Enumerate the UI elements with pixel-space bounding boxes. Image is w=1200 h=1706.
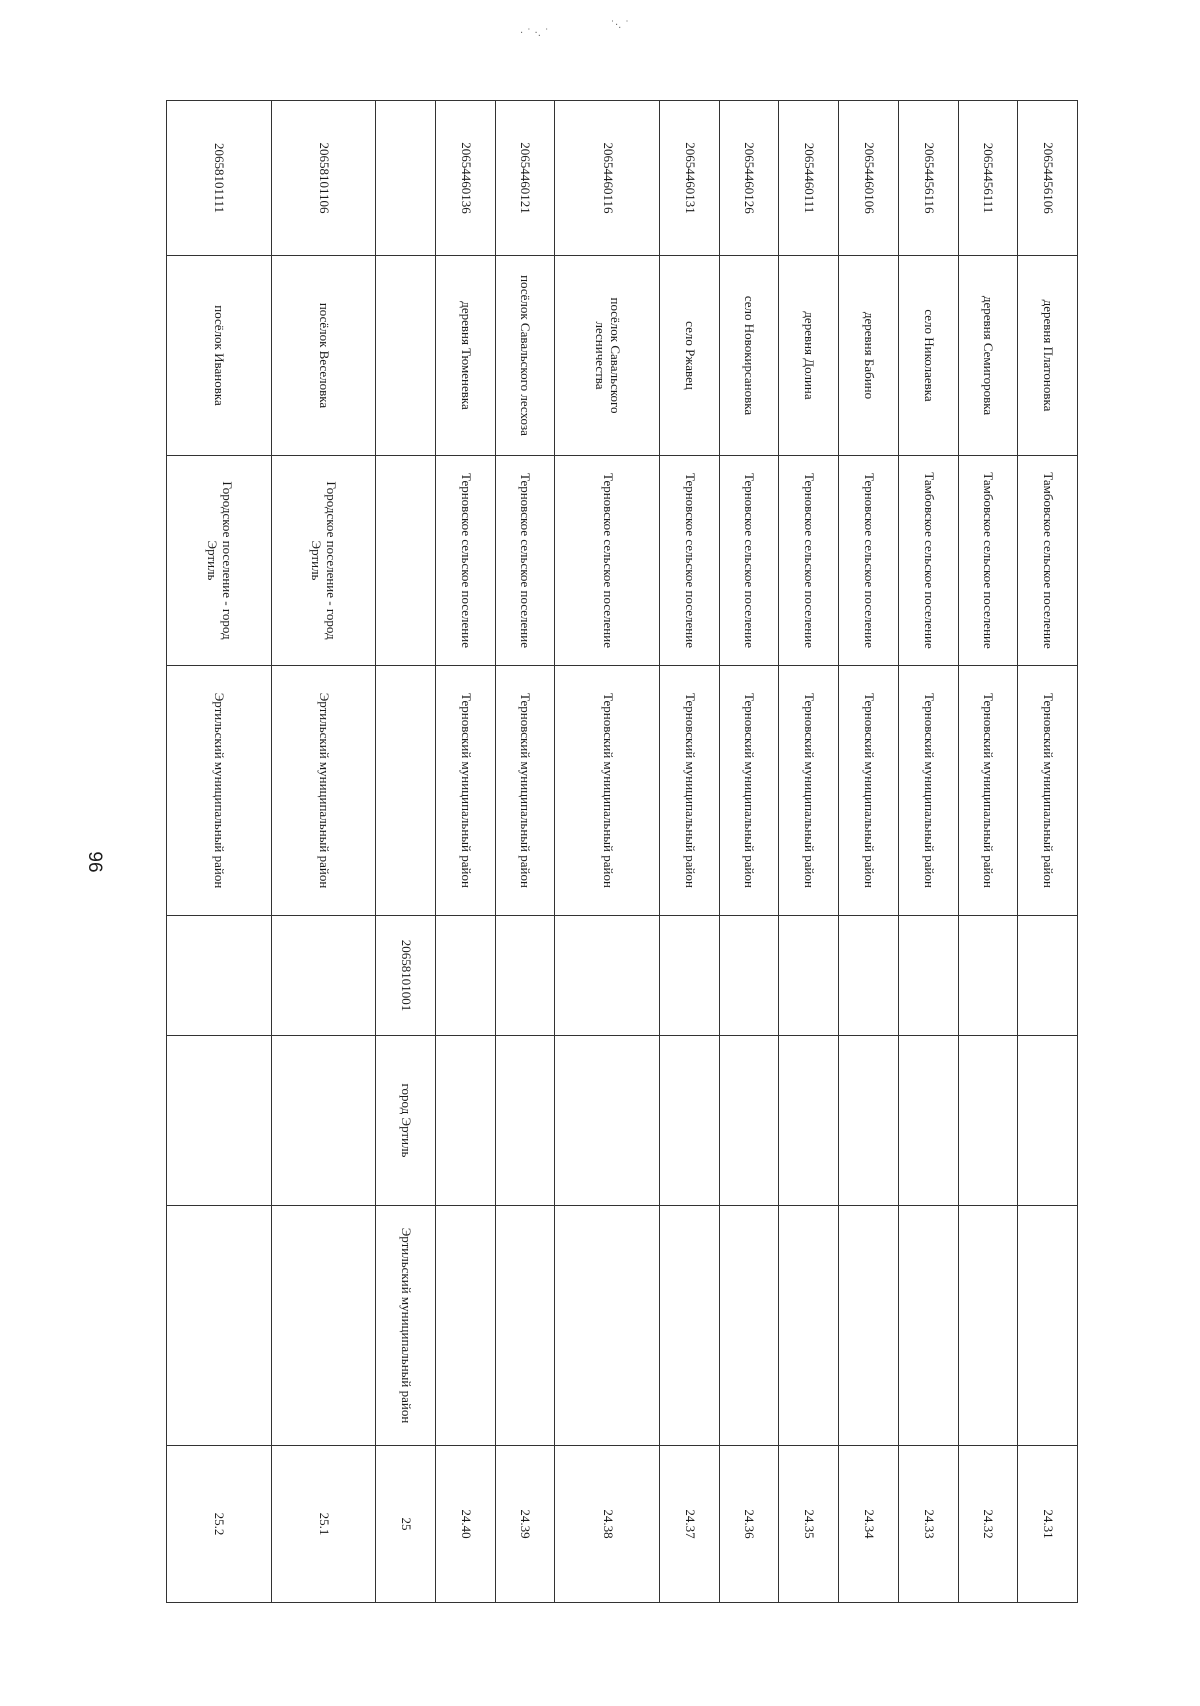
cell-city [1018, 1036, 1078, 1206]
cell-row-number: 24.32 [958, 1446, 1018, 1603]
cell-city [271, 1036, 376, 1206]
cell-city-code [659, 916, 719, 1036]
cell-city [435, 1036, 495, 1206]
settlement-table [166, 100, 1078, 1603]
scan-speck: ˙·. ˙ [610, 20, 630, 31]
table-wrapper [166, 100, 1078, 1602]
cell-district: Терновский муниципальный район [659, 666, 719, 916]
cell-main-district [167, 1206, 272, 1446]
cell-city-code [271, 916, 376, 1036]
cell-village: село Ржавец [659, 256, 719, 456]
cell-city-code [839, 916, 899, 1036]
cell-city-code [958, 916, 1018, 1036]
cell-row-number: 24.31 [1018, 1446, 1078, 1603]
cell-settlement: Городское поселение - город Эртиль [167, 456, 272, 666]
cell-district: Эртильский муниципальный район [167, 666, 272, 916]
scan-speck: · ˙ ·. ˙ [520, 28, 550, 39]
table-row [495, 101, 555, 1603]
table-row [719, 101, 779, 1603]
cell-settlement [376, 456, 436, 666]
cell-city-code [719, 916, 779, 1036]
cell-main-district [659, 1206, 719, 1446]
cell-district: Эртильский муниципальный район [271, 666, 376, 916]
cell-village: деревня Долина [779, 256, 839, 456]
cell-city-code [555, 916, 660, 1036]
cell-row-number: 25.2 [167, 1446, 272, 1603]
table-row [376, 101, 436, 1603]
cell-row-number: 24.39 [495, 1446, 555, 1603]
cell-main-district [271, 1206, 376, 1446]
cell-district: Терновский муниципальный район [779, 666, 839, 916]
cell-settlement: Терновское сельское поселение [435, 456, 495, 666]
table-row [271, 101, 376, 1603]
cell-village: посёлок Савальского лесничества [555, 256, 660, 456]
cell-code: 20654460111 [779, 101, 839, 256]
cell-main-district: Эртильский муниципальный район [376, 1206, 436, 1446]
cell-city [167, 1036, 272, 1206]
cell-village: село Николаевка [898, 256, 958, 456]
cell-village: посёлок Веселовка [271, 256, 376, 456]
cell-city [719, 1036, 779, 1206]
cell-district: Терновский муниципальный район [898, 666, 958, 916]
table-row [659, 101, 719, 1603]
cell-village: деревня Платоновка [1018, 256, 1078, 456]
cell-city-code [167, 916, 272, 1036]
cell-city [495, 1036, 555, 1206]
cell-code: 20654456106 [1018, 101, 1078, 256]
table-row [958, 101, 1018, 1603]
cell-settlement: Терновское сельское поселение [719, 456, 779, 666]
cell-settlement: Терновское сельское поселение [839, 456, 899, 666]
table-row [779, 101, 839, 1603]
cell-settlement: Терновское сельское поселение [779, 456, 839, 666]
cell-main-district [495, 1206, 555, 1446]
cell-row-number: 24.37 [659, 1446, 719, 1603]
cell-main-district [898, 1206, 958, 1446]
cell-city-code [1018, 916, 1078, 1036]
cell-settlement: Терновское сельское поселение [555, 456, 660, 666]
cell-village: деревня Семигоровка [958, 256, 1018, 456]
table-row [167, 101, 272, 1603]
cell-village: село Новокирсановка [719, 256, 779, 456]
cell-city [779, 1036, 839, 1206]
cell-district: Терновский муниципальный район [839, 666, 899, 916]
cell-city [958, 1036, 1018, 1206]
cell-code: 20654460126 [719, 101, 779, 256]
cell-district [376, 666, 436, 916]
cell-settlement: Терновское сельское поселение [495, 456, 555, 666]
cell-village [376, 256, 436, 456]
table-row [898, 101, 958, 1603]
cell-row-number: 24.38 [555, 1446, 660, 1603]
cell-city [555, 1036, 660, 1206]
cell-city-code [435, 916, 495, 1036]
cell-row-number: 24.33 [898, 1446, 958, 1603]
cell-code [376, 101, 436, 256]
cell-village: деревня Бабино [839, 256, 899, 456]
cell-code: 20654460131 [659, 101, 719, 256]
cell-city [839, 1036, 899, 1206]
cell-city-code [779, 916, 839, 1036]
table-row [1018, 101, 1078, 1603]
cell-main-district [839, 1206, 899, 1446]
cell-district: Терновский муниципальный район [958, 666, 1018, 916]
cell-row-number: 24.34 [839, 1446, 899, 1603]
table-row [839, 101, 899, 1603]
cell-city-code: 20658101001 [376, 916, 436, 1036]
cell-code: 20654460121 [495, 101, 555, 256]
cell-main-district [555, 1206, 660, 1446]
cell-main-district [1018, 1206, 1078, 1446]
cell-row-number: 24.36 [719, 1446, 779, 1603]
cell-village: посёлок Савальского лесхоза [495, 256, 555, 456]
cell-settlement: Тамбовское сельское поселение [958, 456, 1018, 666]
cell-city: город Эртиль [376, 1036, 436, 1206]
page-number: 96 [84, 851, 105, 873]
cell-settlement: Тамбовское сельское поселение [1018, 456, 1078, 666]
cell-district: Терновский муниципальный район [435, 666, 495, 916]
cell-code: 20654460106 [839, 101, 899, 256]
cell-row-number: 25 [376, 1446, 436, 1603]
cell-code: 20654456111 [958, 101, 1018, 256]
cell-district: Терновский муниципальный район [555, 666, 660, 916]
cell-city [659, 1036, 719, 1206]
cell-district: Терновский муниципальный район [495, 666, 555, 916]
cell-code: 20658101106 [271, 101, 376, 256]
cell-settlement: Городское поселение - город Эртиль [271, 456, 376, 666]
cell-main-district [719, 1206, 779, 1446]
cell-main-district [779, 1206, 839, 1446]
table-row [555, 101, 660, 1603]
cell-code: 20654460116 [555, 101, 660, 256]
cell-city [898, 1036, 958, 1206]
cell-district: Терновский муниципальный район [719, 666, 779, 916]
cell-city-code [898, 916, 958, 1036]
cell-village: посёлок Ивановка [167, 256, 272, 456]
cell-code: 20654460136 [435, 101, 495, 256]
cell-village: деревня Тюменевка [435, 256, 495, 456]
cell-settlement: Тамбовское сельское поселение [898, 456, 958, 666]
cell-code: 20654456116 [898, 101, 958, 256]
cell-row-number: 25.1 [271, 1446, 376, 1603]
cell-main-district [435, 1206, 495, 1446]
cell-settlement: Терновское сельское поселение [659, 456, 719, 666]
table-row [435, 101, 495, 1603]
cell-row-number: 24.40 [435, 1446, 495, 1603]
cell-code: 20658101111 [167, 101, 272, 256]
cell-main-district [958, 1206, 1018, 1446]
cell-row-number: 24.35 [779, 1446, 839, 1603]
cell-district: Терновский муниципальный район [1018, 666, 1078, 916]
cell-city-code [495, 916, 555, 1036]
